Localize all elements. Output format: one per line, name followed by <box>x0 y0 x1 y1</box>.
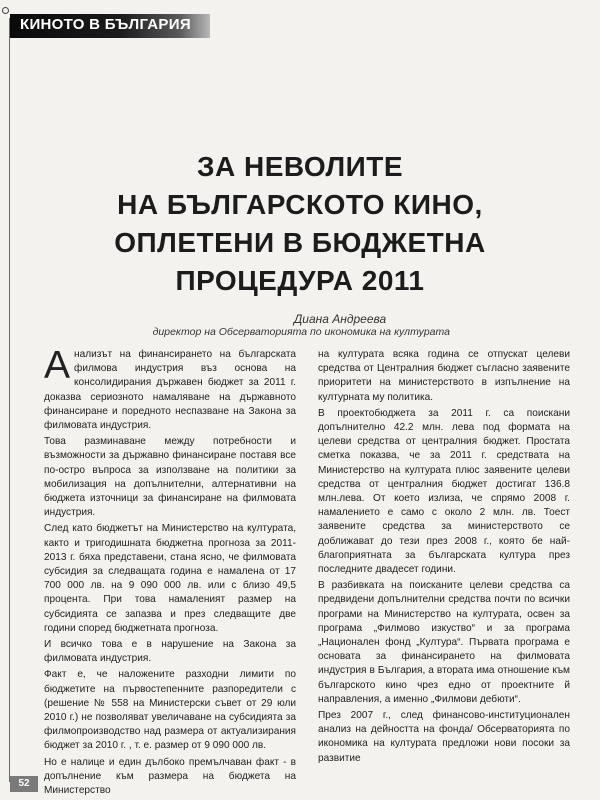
margin-rule <box>9 18 10 782</box>
article-column-right <box>318 348 570 768</box>
paragraph: През 2007 г., след финансово-институционален анализ на дейността на фонда/ Обсерваторията по икономика на културата предложи нови посоки за развитие <box>318 710 570 764</box>
article-title <box>60 148 540 300</box>
title-line: ЗА НЕВОЛИТЕ <box>196 151 404 182</box>
paragraph-text: нализът на финансирането на българската филмова индустрия въз основа на консолидирания държавен бюджет за 2011 г. доказва сериозното намаляване на държавното финансиране и поредното неспазване на Закона за филмовата индустрия. <box>44 349 296 432</box>
title-line: ОПЛЕТЕНИ В БЮДЖЕТНА <box>114 227 486 258</box>
title-line: НА БЪЛГАРСКОТО КИНО, <box>117 189 483 220</box>
paragraph: След като бюджетът на Министерство на културата, както и тригодишната бюджетна прогноза за 2011-2013 г. бяха представени, стана ясно, че филмовата субсидия за следващата година е намалена от 17 700 000 лв. на 9 090 000 лв. или с близо 49,5 процента. При това намаленият размер на субсидията се запазва и през следващите две години според бюджетната прогноза. <box>44 523 296 634</box>
paragraph: Но е налице и един дълбоко премълчаван факт - в допълнение към размера на бюджета на Министерство <box>44 756 296 797</box>
paragraph: на културата всяка година се отпускат целеви средства от Централния бюджет съгласно заявените приоритети на министерството в изпълнение на културната му политика. <box>318 349 570 403</box>
paragraph: И всичко това е в нарушение на Закона за филмовата индустрия. <box>44 639 296 665</box>
page-number: 52 <box>10 776 38 792</box>
corner-mark <box>2 7 9 14</box>
drop-cap: А <box>44 344 71 387</box>
paragraph: В проектобюджета за 2011 г. са поискани допълнително 42.2 млн. лева под формата на целеви средства от централния бюджет. Простата сметка показва, че за 2011 г. средствата на Министерство на културата плюс заявените целеви средства от централния бюджет достигат 136.8 млн.лева. От което излиза, че спрямо 2008 г. намалението е само с около 2 млн. лв. Тоест заявените средства за министерството се доближават до тези през 2008 г., която бе най-благоприятната за българската култура през последните двадесет години. <box>318 407 570 576</box>
paragraph <box>44 344 296 433</box>
article-column-left <box>44 344 296 800</box>
paragraph: В разбивката на поисканите целеви средства са предвидени допълнителни средства почти по всички програми на Министерство на културата, освен за програма „Филмово изкуство“ и за програма „Национален фонд „Култура“. Първата програма е основата за финансирането на филмовата индустрия в България, а втората има отношение към българското кино чрез едно от проектните й направления, а именно „Филмови дебюти“. <box>318 580 570 705</box>
paragraph: Това разминаване между потребности и възможности за държавно финансиране поставя все по-остро въпроса за използване на политики за мобилизация на допълнителни, алтернативни на бюджета източници за финансиране на филмовата индустрия. <box>44 436 296 519</box>
section-label: КИНОТО В БЪЛГАРИЯ <box>20 16 191 33</box>
author-name: Диана Андреева <box>293 312 387 326</box>
title-line: ПРОЦЕДУРА 2011 <box>175 265 425 296</box>
author-role: директор на Обсерваторията по икономика на културата <box>152 326 450 338</box>
paragraph: Факт е, че наложените разходни лимити по бюджетите на първостепенните разпоредители с (решение № 558 на Министерски съвет от 29 юли 2010 г.) не позволяват увеличаване на субсидията за филмопроизводство над размера от актуализирания бюджет за 2010 г. , т. е. размер от 9 090 000 лв. <box>44 669 296 752</box>
